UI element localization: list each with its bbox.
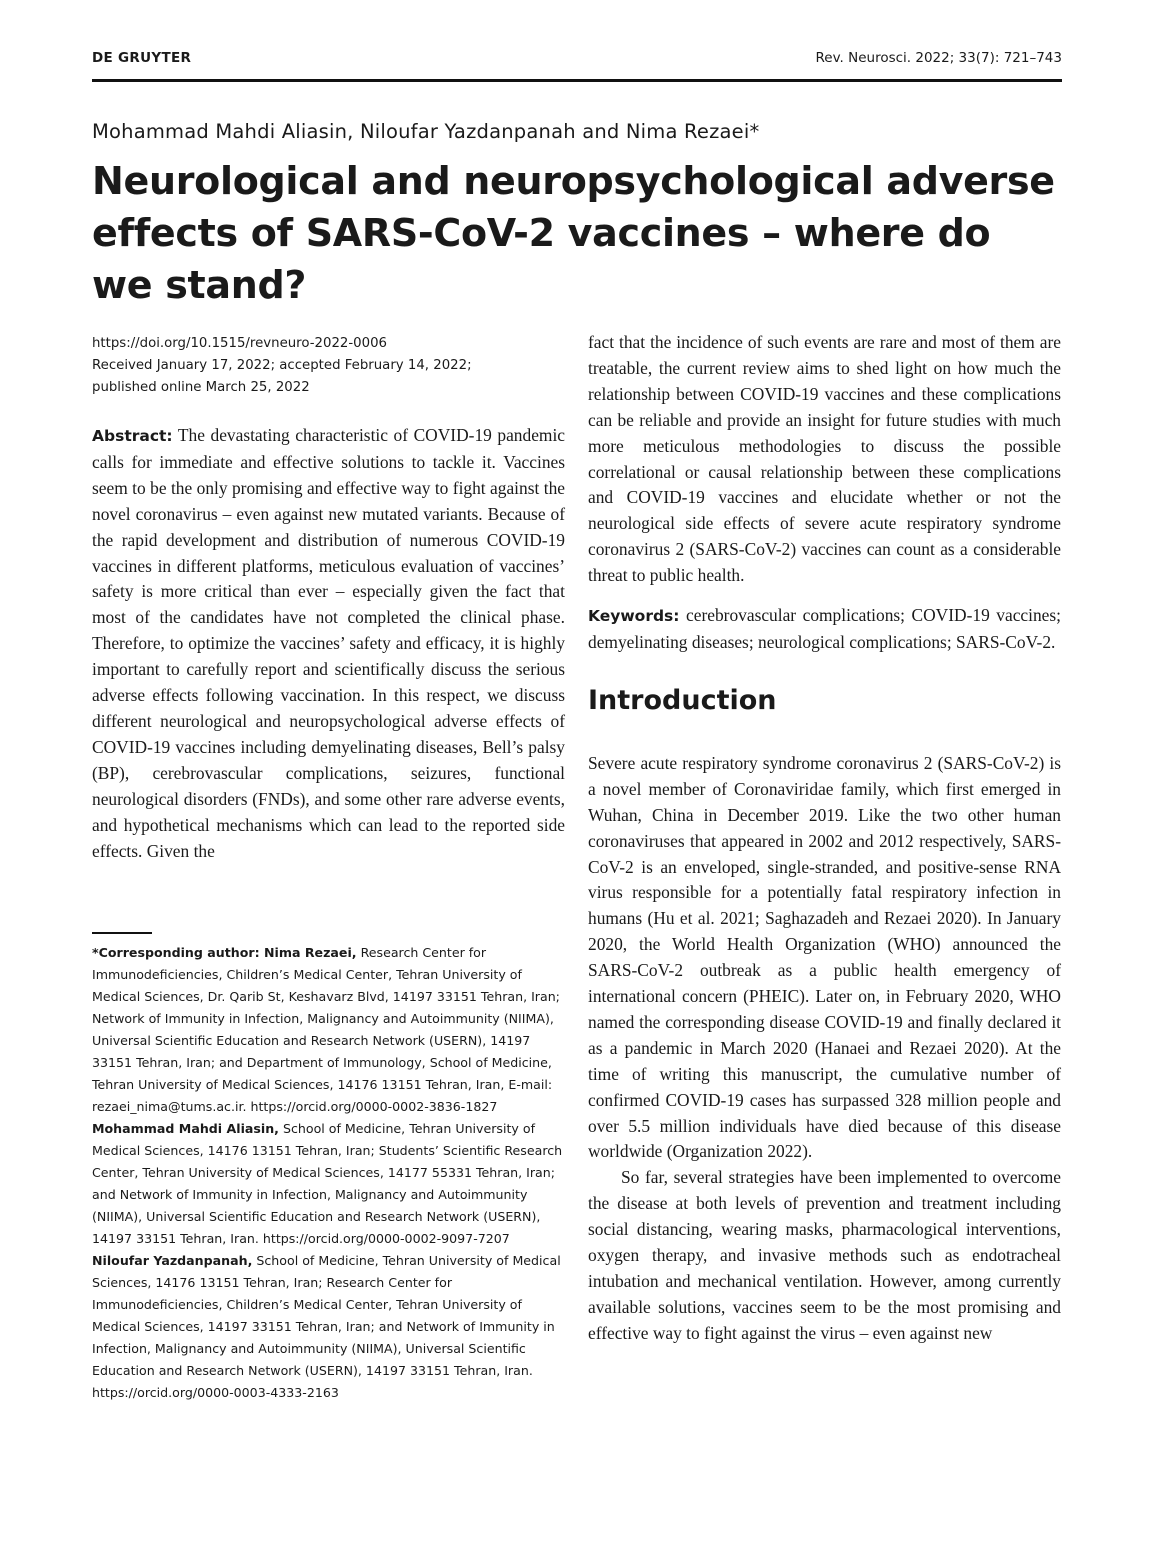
received-dates: Received January 17, 2022; accepted February 14, 2022; bbox=[92, 358, 472, 373]
footnote-label: *Corresponding author: Nima Rezaei, bbox=[92, 945, 357, 960]
abstract-continuation: fact that the incidence of such events are rare and most of them are treatable, the current review aims to shed light on how much the relationship between COVID-19 vaccines and these complications can be reliable and provide an insight for future studies with much more meticulous methodologies to discuss the possible correlational or causal relationship between these complications and COVID-19 vaccines and elucidate whether or not the neurological side effects of severe acute respiratory syndrome coronavirus 2 (SARS-CoV-2) vaccines can count as a considerable threat to public health. bbox=[588, 332, 1061, 586]
footnote-rule bbox=[92, 932, 152, 934]
footnote-label: Mohammad Mahdi Aliasin, bbox=[92, 1121, 279, 1136]
footnote-text: Research Center for Immunodeficiencies, Children’s Medical Center, Tehran University of Medical Sciences, Dr. Qarib St, Keshavarz Blvd, 14197 33151 Tehran, Iran; Network of Immunity in Infection, Malignancy and Autoimmunity (NIIMA), Universal Scientific Education and Research Network (USERN), 14197 33151 Tehran, Iran; and Department of Immunology, School of Medicine, Tehran University of Medical Sciences, 14176 13151 Tehran, Iran, E-mail: rezaei_nima@tums.ac.ir. https://orcid.org/0000-0002-3836-1827 bbox=[92, 945, 560, 1114]
keywords-text: cerebrovascular complications; COVID-19 vaccines; demyelinating diseases; neurological complications; SARS-CoV-2. bbox=[588, 605, 1061, 652]
publisher-name: DE GRUYTER bbox=[92, 50, 192, 66]
doi-link[interactable]: https://doi.org/10.1515/revneuro-2022-0006 bbox=[92, 336, 388, 351]
author-list: Mohammad Mahdi Aliasin, Niloufar Yazdanpanah and Nima Rezaei* bbox=[92, 120, 760, 143]
abstract-label: Abstract: bbox=[92, 427, 173, 445]
section-heading-introduction: Introduction bbox=[588, 684, 777, 716]
keywords-label: Keywords: bbox=[588, 607, 680, 626]
abstract-text: The devastating characteristic of COVID-19 pandemic calls for immediate and effective solutions to tackle it. Vaccines seem to be the only promising and effective way to fight against the novel coronavirus – even against new mutated variants. Because of the rapid development and distribution of numerous COVID-19 vaccines in different platforms, meticulous evaluation of vaccines’ safety is more critical than ever – especially given the fact that most of the candidates have not completed the clinical phase. Therefore, to optimize the vaccines’ safety and efficacy, it is highly important to carefully report and scientifically discuss the serious adverse effects following vaccination. In this respect, we discuss different neurological and neuropsychological adverse effects of COVID-19 vaccines including demyelinating diseases, Bell’s palsy (BP), cerebrovascular complications, seizures, functional neurological disorders (FNDs), and some other rare adverse events, and hypothetical mechanisms which can lead to the reported side effects. Given the bbox=[92, 425, 565, 861]
footnote-text: School of Medicine, Tehran University of Medical Sciences, 14176 13151 Tehran, Iran; Students’ Scientific Research Center, Tehran University of Medical Sciences, 14177 55331 Tehran, Iran; and Network of Immunity in Infection, Malignancy and Autoimmunity (NIIMA), Universal Scientific Education and Research Network (USERN), 14197 33151 Tehran, Iran. https://orcid.org/0000-0002-9097-7207 bbox=[92, 1121, 563, 1246]
footnote-author-1 bbox=[92, 1118, 568, 1250]
left-column bbox=[92, 423, 565, 864]
introduction-paragraph-1: Severe acute respiratory syndrome coronavirus 2 (SARS-CoV-2) is a novel member of Coronaviridae family, which first emerged in Wuhan, China in December 2019. Like the two other human coronaviruses that appeared in 2002 and 2012 respectively, SARS-CoV-2 is an enveloped, single-stranded, and positive-sense RNA virus responsible for a potentially fatal respiratory infection in humans (Hu et al. 2021; Saghazadeh and Rezaei 2020). In January 2020, the World Health Organization (WHO) announced the SARS-CoV-2 outbreak as a public health emergency of international concern (PHEIC). Later on, in February 2020, WHO named the corresponding disease COVID-19 and finally declared it as a pandemic in March 2020 (Hanaei and Rezaei 2020). At the time of writing this manuscript, the cumulative number of confirmed COVID-19 cases has surpassed 328 million people and over 5.5 million individuals have died because of this disease worldwide (Organization 2022). bbox=[588, 752, 1061, 1162]
keywords-paragraph bbox=[588, 603, 1061, 656]
journal-citation: Rev. Neurosci. 2022; 33(7): 721–743 bbox=[815, 50, 1062, 66]
footnote-text: School of Medicine, Tehran University of Medical Sciences, 14176 13151 Tehran, Iran; Research Center for Immunodeficiencies, Children’s Medical Center, Tehran University of Medical Sciences, 14197 33151 Tehran, Iran; and Network of Immunity in Infection, Malignancy and Autoimmunity (NIIMA), Universal Scientific Education and Research Network (USERN), 14197 33151 Tehran, Iran. https://orcid.org/0000-0003-4333-2163 bbox=[92, 1253, 561, 1400]
article-title: Neurological and neuropsychological adverse effects of SARS-CoV-2 vaccines – where do we stand? bbox=[92, 159, 1055, 307]
footnote-corresponding bbox=[92, 942, 568, 1118]
published-date: published online March 25, 2022 bbox=[92, 380, 310, 395]
right-column bbox=[588, 330, 1061, 1347]
article-meta bbox=[92, 333, 567, 399]
page-header bbox=[92, 50, 1062, 70]
author-footnotes bbox=[92, 942, 568, 1404]
introduction-paragraph-2: So far, several strategies have been implemented to overcome the disease at both levels of prevention and treatment including social distancing, wearing masks, pharmacological interventions, oxygen therapy, and invasive methods such as endotracheal intubation and mechanical ventilation. However, among currently available solutions, vaccines seem to be the most promising and effective way to fight against the virus – even against new bbox=[588, 1167, 1061, 1343]
abstract-paragraph bbox=[92, 423, 565, 864]
header-rule bbox=[92, 79, 1062, 82]
footnote-label: Niloufar Yazdanpanah, bbox=[92, 1253, 253, 1268]
footnote-author-2 bbox=[92, 1250, 568, 1404]
